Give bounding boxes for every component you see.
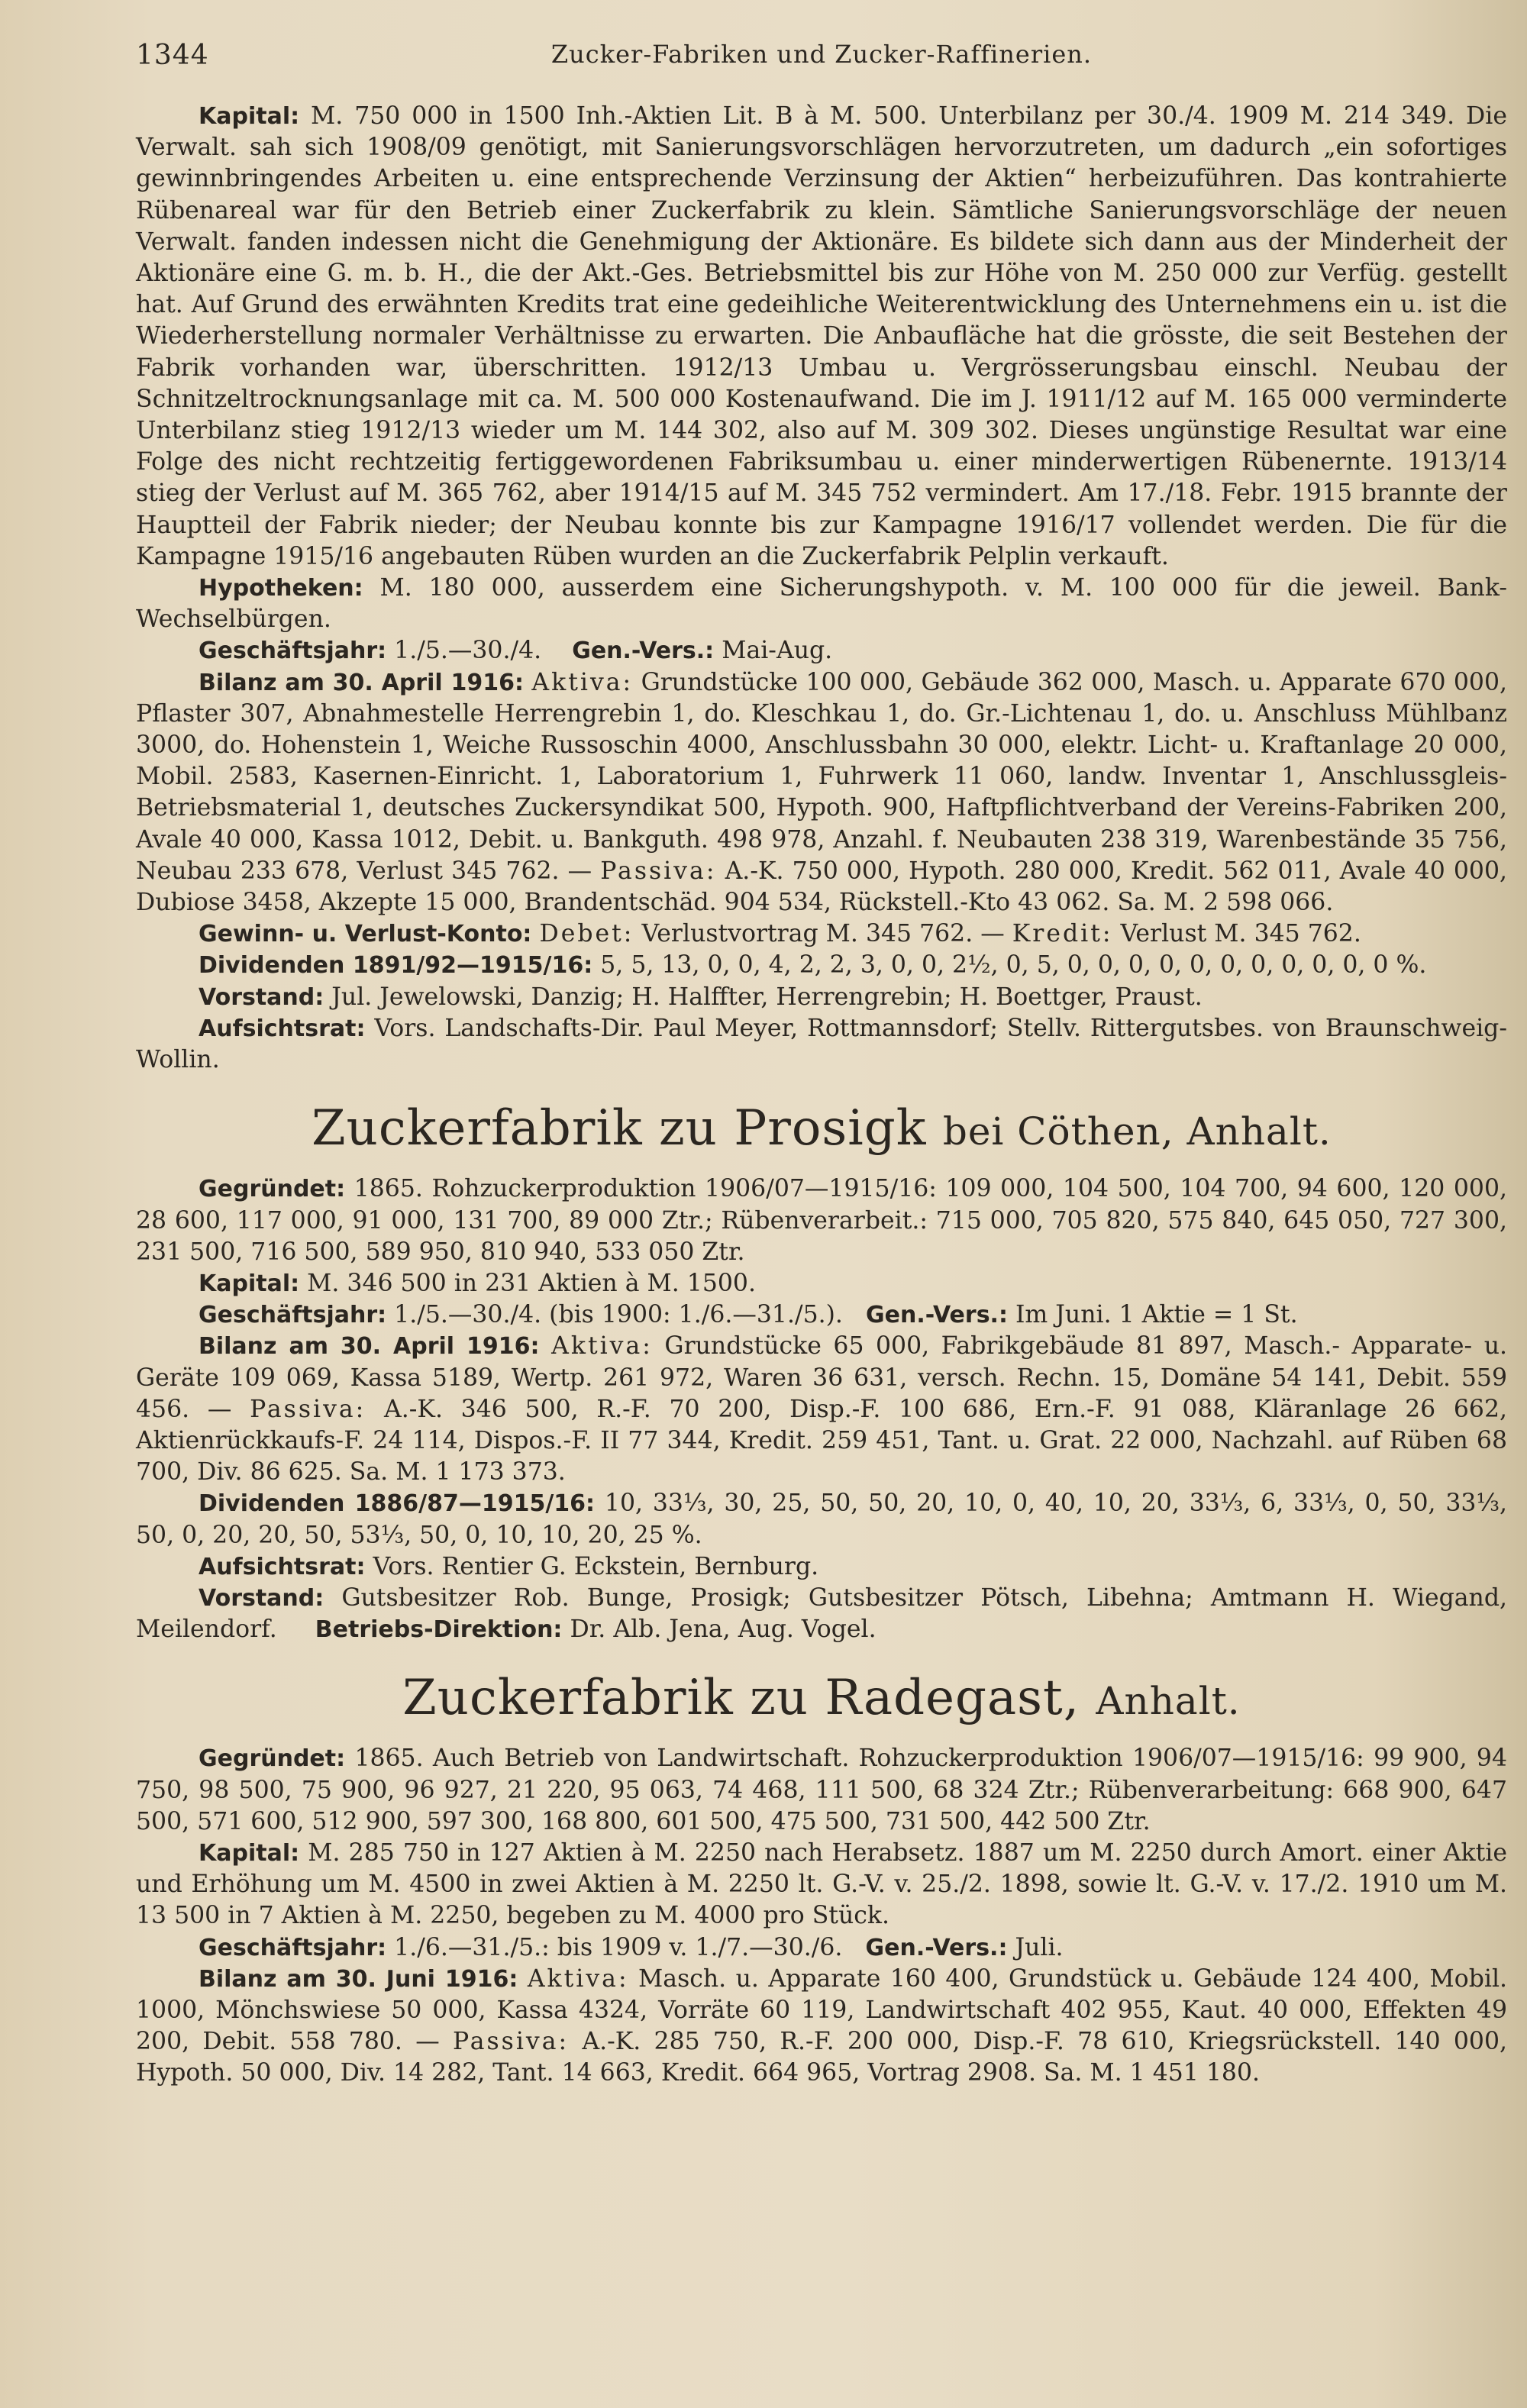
vorstand-paragraph [136, 982, 1507, 1013]
guv-label: Gewinn- u. Verlust-Konto: [199, 921, 532, 948]
betriebs-direktion-text: Dr. Alb. Jena, Aug. Vogel. [570, 1616, 876, 1644]
bilanz-label: Bilanz am 30. April 1916: [199, 669, 524, 696]
geschaeftsjahr-paragraph [136, 1299, 1507, 1331]
kapital-label: Kapital: [199, 1839, 300, 1867]
dividenden-paragraph [136, 1488, 1507, 1551]
genvers-text: Juli. [1015, 1933, 1064, 1961]
bilanz-paragraph [136, 1331, 1507, 1488]
aktiva-label: Aktiva: [527, 1964, 629, 1993]
page-number: 1344 [136, 40, 209, 71]
aufsichtsrat-paragraph [136, 1013, 1507, 1076]
vorstand-label: Vorstand: [199, 1584, 324, 1612]
guv-paragraph [136, 918, 1507, 950]
kapital-label: Kapital: [199, 1270, 300, 1297]
hypotheken-paragraph [136, 573, 1507, 635]
gegruendet-label: Gegründet: [199, 1176, 346, 1203]
genvers-label: Gen.-Vers.: [865, 1302, 1008, 1329]
debet-label: Debet: [539, 920, 634, 948]
genvers-text: Mai-Aug. [722, 637, 833, 665]
bilanz-label: Bilanz am 30. April 1916: [199, 1333, 540, 1361]
running-title: Zucker-Fabriken und Zucker-Raffinerien. [550, 40, 1093, 69]
aufsichtsrat-text: Vors. Landschafts-Dir. Paul Meyer, Rottmannsdorf; Stellv. Rittergutsbes. von Braunschweig-Wollin. [136, 1014, 1507, 1074]
company-title-prosigk [136, 1102, 1507, 1158]
company-name: Zuckerfabrik zu Prosigk [312, 1100, 927, 1157]
passiva-label: Passiva: [452, 2028, 570, 2056]
passiva-text: A.-K. 285 750, R.-F. 200 000, Disp.-F. 78 610, Kriegsrückstell. 140 000, Hypoth. 50 000, Div. 14 282, Tant. 14 663, Kredit. 664 965, Vortrag 2908. Sa. M. 1 451 180. [136, 2028, 1507, 2087]
kapital-label: Kapital: [199, 103, 300, 130]
aktiva-label: Aktiva: [551, 1332, 653, 1361]
kapital-paragraph [136, 1268, 1507, 1299]
geschaeftsjahr-label: Geschäftsjahr: [199, 1934, 387, 1961]
geschaeftsjahr-label: Geschäftsjahr: [199, 638, 387, 665]
passiva-text: A.-K. 346 500, R.-F. 70 200, Disp.-F. 100 686, Ern.-F. 91 088, Kläranlage 26 662, Aktienrückkaufs-F. 24 114, Dispos.-F. II 77 344, Kredit. 259 451, Tant. u. Grat. 22 000, Nachzahl. auf Rüben 68 700, Div. 86 625. Sa. M. 1 173 373. [136, 1395, 1508, 1486]
gegruendet-text: 1865. Auch Betrieb von Landwirtschaft. Rohzuckerproduktion 1906/07—1915/16: 99 900, 94 750, 98 500, 75 900, 96 927, 21 220, 95 063, 74 468, 111 500, 68 324 Ztr.; Rübenverarbeitung: 668 900, 647 500, 571 600, 512 900, 597 300, 168 800, 601 500, 475 500, 731 500, 442 500 Ztr. [136, 1745, 1507, 1835]
geschaeftsjahr-label: Geschäftsjahr: [199, 1302, 387, 1329]
aufsichtsrat-text: Vors. Rentier G. Eckstein, Bernburg. [373, 1552, 819, 1580]
passiva-label: Passiva: [600, 857, 717, 885]
vorstand-text: Jul. Jewelowski, Danzig; H. Halffter, Herrengrebin; H. Boettger, Praust. [331, 983, 1203, 1011]
betriebs-direktion-label: Betriebs-Direktion: [315, 1616, 563, 1644]
geschaeftsjahr-text: 1./6.—31./5.: bis 1909 v. 1./7.—30./6. [394, 1933, 843, 1961]
kapital-paragraph [136, 101, 1507, 573]
debet-text: Verlustvortrag M. 345 762. — [641, 920, 1005, 948]
aufsichtsrat-label: Aufsichtsrat: [199, 1553, 366, 1580]
aktiva-text: Masch. u. Apparate 160 400, Grundstück u. Gebäude 124 400, Mobil. 1000, Mönchswiese 50 000, Kassa 4324, Vorräte 60 119, Landwirtschaft 402 955, Kaut. 40 000, Effekten 49 200, Debit. 558 780. — [136, 1964, 1508, 2056]
aktiva-label: Aktiva: [531, 668, 634, 696]
vorstand-paragraph [136, 1583, 1507, 1645]
kapital-paragraph [136, 1838, 1507, 1932]
aktiva-text: Grundstücke 65 000, Fabrikgebäude 81 897, Masch.- Apparate- u. Geräte 109 069, Kassa 5189, Wertp. 261 972, Waren 36 631, versch. Rechn. 15, Domäne 54 141, Debit. 559 456. — [136, 1332, 1508, 1423]
aktiva-text: Grundstücke 100 000, Gebäude 362 000, Masch. u. Apparate 670 000, Pflaster 307, Abnahmestelle Herrengrebin 1, do. Kleschkau 1, do. Gr.-Lichtenau 1, do. u. Anschluss Mühlbanz 3000, do. Hohenstein 1, Weiche Russoschin 4000, Anschlussbahn 30 000, elektr. Licht- u. Kraftanlage 20 000, Mobil. 2583, Kasernen-Einricht. 1, Laboratorium 1, Fuhrwerk 11 060, landw. Inventar 1, Anschlussgleis-Betriebsmaterial 1, deutsches Zuckersyndikat 500, Hypoth. 900, Haftpflichtverband der Vereins-Fabriken 200, Avale 40 000, Kassa 1012, Debit. u. Bankguth. 498 978, Anzahl. f. Neubauten 238 319, Warenbestände 35 756, Neubau 233 678, Verlust 345 762. — [136, 668, 1508, 885]
geschaeftsjahr-text: 1./5.—30./4. [394, 637, 542, 665]
genvers-label: Gen.-Vers.: [865, 1934, 1008, 1961]
aufsichtsrat-paragraph [136, 1551, 1507, 1583]
vorstand-text: Gutsbesitzer Rob. Bunge, Prosigk; Gutsbesitzer Pötsch, Libehna; Amtmann H. Wiegand, Meilendorf. [136, 1583, 1508, 1644]
aufsichtsrat-label: Aufsichtsrat: [199, 1015, 366, 1042]
geschaeftsjahr-paragraph [136, 1932, 1507, 1964]
dividenden-label: Dividenden 1886/87—1915/16: [199, 1490, 596, 1518]
company-location: Anhalt. [1096, 1679, 1241, 1724]
kredit-label: Kredit: [1012, 920, 1113, 948]
gegruendet-paragraph [136, 1743, 1507, 1838]
dividenden-paragraph [136, 950, 1507, 981]
kapital-text: M. 346 500 in 231 Aktien à M. 1500. [307, 1269, 756, 1297]
hypotheken-label: Hypotheken: [199, 575, 363, 602]
kredit-text: Verlust M. 345 762. [1120, 920, 1361, 948]
bilanz-paragraph [136, 1964, 1507, 2090]
dividenden-text: 10, 33⅓, 30, 25, 50, 50, 20, 10, 0, 40, 10, 20, 33⅓, 6, 33⅓, 0, 50, 33⅓, 50, 0, 20, 20, 50, 53⅓, 50, 0, 10, 10, 20, 25 %. [136, 1490, 1507, 1549]
dividenden-label: Dividenden 1891/92—1915/16: [199, 952, 593, 980]
company-title-radegast [136, 1671, 1507, 1728]
gegruendet-text: 1865. Rohzuckerproduktion 1906/07—1915/16: 109 000, 104 500, 104 700, 94 600, 120 000, 28 600, 117 000, 91 000, 131 700, 89 000 Ztr.; Rübenverarbeit.: 715 000, 705 820, 575 840, 645 050, 727 300, 231 500, 716 500, 589 950, 810 940, 533 050 Ztr. [136, 1175, 1508, 1266]
kapital-text: M. 285 750 in 127 Aktien à M. 2250 nach Herabsetz. 1887 um M. 2250 durch Amort. einer Aktie und Erhöhung um M. 4500 in zwei Aktien à M. 2250 lt. G.-V. v. 25./2. 1898, sowie lt. G.-V. v. 17./2. 1910 um M. 13 500 in 7 Aktien à M. 2250, begeben zu M. 4000 pro Stück. [136, 1838, 1508, 1930]
kapital-text: M. 750 000 in 1500 Inh.-Aktien Lit. B à M. 500. Unterbilanz per 30./4. 1909 M. 214 349. Die Verwalt. sah sich 1908/09 genötigt, mit Sanierungsvorschlägen hervorzutreten, um dadurch „ein sofortiges gewinnbringendes Arbeiten u. eine entsprechende Verzinsung der Aktien“ herbeizuführen. Das kontrahierte Rübenareal war für den Betrieb einer Zuckerfabrik zu klein. Sämtliche Sanierungsvorschläge der neuen Verwalt. fanden indessen nicht die Genehmigung der Aktionäre. Es bildete sich dann aus der Minderheit der Aktionäre eine G. m. b. H., die der Akt.-Ges. Betriebsmittel bis zur Höhe von M. 250 000 zur Verfüg. gestellt hat. Auf Grund des erwähnten Kredits trat eine gedeihliche Weiterentwicklung des Unternehmens ein u. ist die Wiederherstellung normaler Verhältnisse zu erwarten. Die Anbaufläche hat die grösste, die seit Bestehen der Fabrik vorhanden war, überschritten. 1912/13 Umbau u. Vergrösserungsbau einschl. Neubau der Schnitzeltrocknungsanlage mit ca. M. 500 000 Kostenaufwand. Die im J. 1911/12 auf M. 165 000 verminderte Unterbilanz stieg 1912/13 wieder um M. 144 302, also auf M. 309 302. Dieses ungünstige Resultat war eine Folge des nicht rechtzeitig fertiggewordenen Fabriksumbau u. einer minderwertigen Rübenernte. 1913/14 stieg der Verlust auf M. 365 762, aber 1914/15 auf M. 345 752 vermindert. Am 17./18. Febr. 1915 brannte der Hauptteil der Fabrik nieder; der Neubau konnte bis zur Kampagne 1916/17 vollendet werden. Die für die Kampagne 1915/16 angebauten Rüben wurden an die Zuckerfabrik Pelplin verkauft. [136, 102, 1507, 570]
company-location: bei Cöthen, Anhalt. [942, 1109, 1332, 1154]
gegruendet-label: Gegründet: [199, 1745, 346, 1773]
vorstand-label: Vorstand: [199, 983, 324, 1011]
company-name: Zuckerfabrik zu Radegast, [402, 1670, 1080, 1727]
hypotheken-text: M. 180 000, ausserdem eine Sicherungshypoth. v. M. 100 000 für die jeweil. Bank-Wechselbürgen. [136, 574, 1507, 634]
gegruendet-paragraph [136, 1173, 1507, 1268]
bilanz-label: Bilanz am 30. Juni 1916: [199, 1965, 518, 1993]
page-header [136, 40, 1507, 69]
bilanz-paragraph [136, 667, 1507, 919]
geschaeftsjahr-paragraph [136, 635, 1507, 667]
genvers-label: Gen.-Vers.: [572, 638, 715, 665]
geschaeftsjahr-text: 1./5.—30./4. (bis 1900: 1./6.—31./5.). [394, 1301, 843, 1329]
passiva-text: A.-K. 750 000, Hypoth. 280 000, Kredit. 562 011, Avale 40 000, Dubiose 3458, Akzepte 15 000, Brandentschäd. 904 534, Rückstell.-Kto 43 062. Sa. M. 2 598 066. [136, 857, 1508, 917]
dividenden-text: 5, 5, 13, 0, 0, 4, 2, 2, 3, 0, 0, 2½, 0, 5, 0, 0, 0, 0, 0, 0, 0, 0, 0, 0, 0 %. [600, 951, 1427, 980]
passiva-label: Passiva: [250, 1395, 366, 1423]
genvers-text: Im Juni. 1 Aktie = 1 St. [1015, 1301, 1298, 1329]
